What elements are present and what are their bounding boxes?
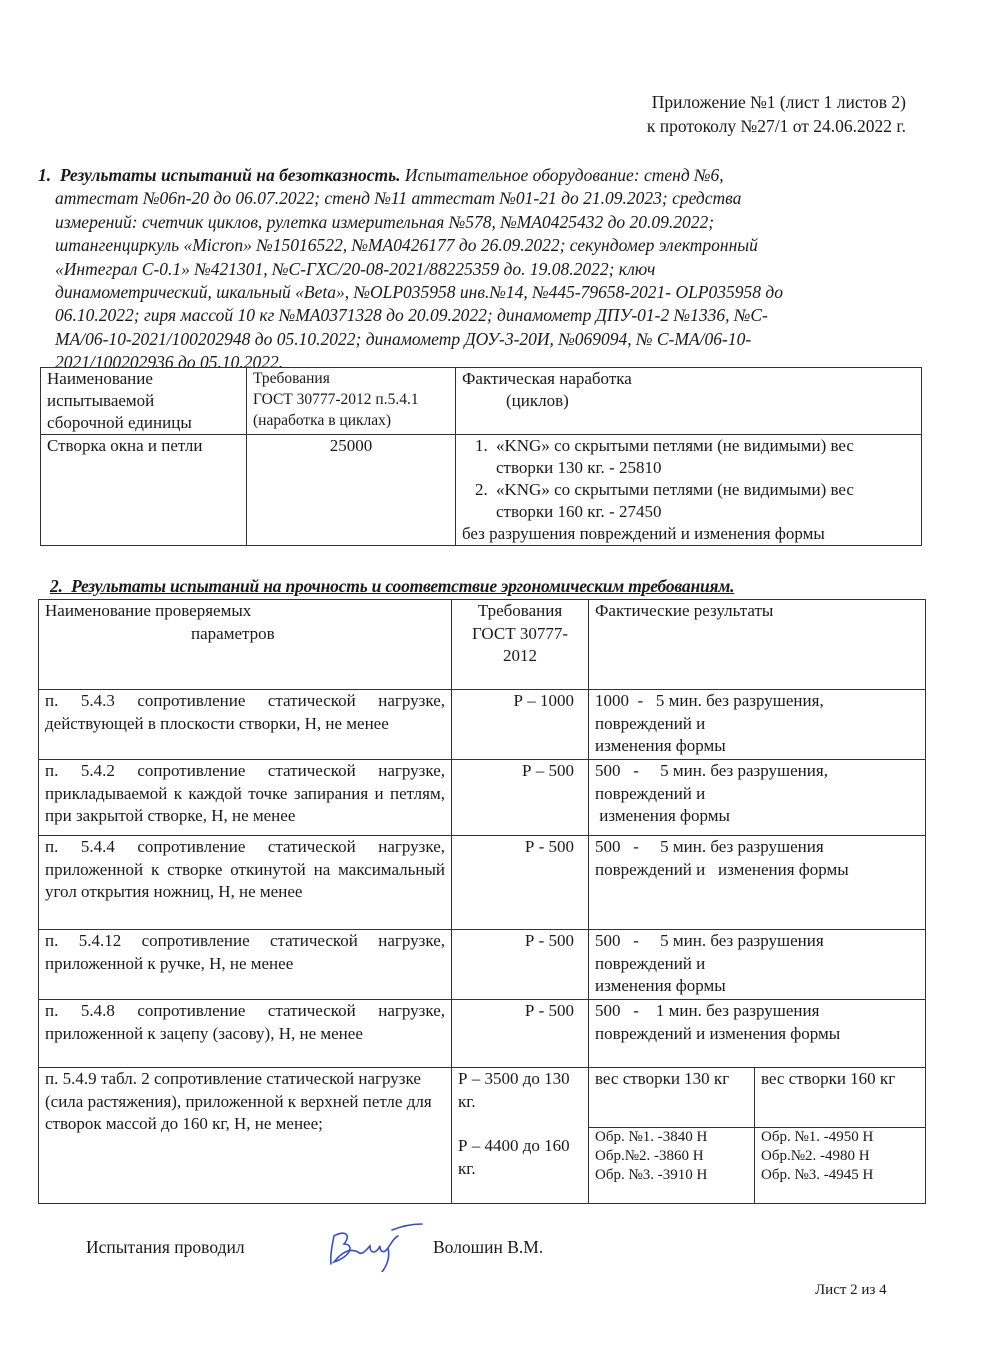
header-requirements: [452, 600, 589, 690]
section-1-intro: [38, 164, 918, 375]
table-row: [39, 836, 926, 930]
cell-parameter: п. 5.4.3 сопротивление статической нагрузке, действующей в плоскости створки, Н, не менее: [39, 690, 452, 760]
section-1-number: 1.: [38, 165, 52, 185]
subheader-weight-160: вес створки 160 кг: [755, 1068, 926, 1128]
document-header: [647, 90, 906, 138]
result-line: 500 - 5 мин. без разрушения,: [595, 761, 828, 780]
table-header-row: [41, 368, 922, 435]
sample-result: Обр. №3. -3910 Н: [595, 1167, 708, 1183]
result-line: 500 - 5 мин. без разрушения: [595, 837, 824, 856]
cell-unit: Створка окна и петли: [41, 435, 247, 546]
tester-name: Волошин В.М.: [433, 1237, 544, 1257]
cell-parameter: п. 5.4.4 сопротивление статической нагрузке, приложенной к створке откинутой на максимальный угол открытия ножниц, Н, не менее: [39, 836, 452, 930]
section-1-line: динамометрический, шкальный «Beta», №OLP035958 инв.№14, №445-79658-2021- OLP035958 до: [55, 282, 783, 303]
cell-result: [589, 690, 926, 760]
result-line: изменения формы: [595, 976, 726, 995]
table-row: [39, 930, 926, 1000]
cell-requirement: Р - 500: [452, 836, 589, 930]
header-requirement: [247, 368, 456, 435]
result-line: 500 - 5 мин. без разрушения: [595, 931, 824, 950]
header-text: Требования: [477, 601, 563, 620]
result-line: изменения формы: [595, 736, 726, 755]
reliability-table: [40, 367, 922, 546]
header-text: Требования: [253, 370, 330, 387]
sample-result: Обр. №1. -4950 Н: [761, 1129, 874, 1145]
cell-result: [589, 836, 926, 930]
header-text: 2012: [503, 646, 537, 665]
signature-icon: [322, 1222, 427, 1277]
result-item: 1. «KNG» со скрытыми петлями (не видимыми) вес створки 130 кг. - 25810: [492, 435, 915, 479]
cell-results: [456, 435, 922, 546]
section-1-line: измерений: счетчик циклов, рулетка измерительная №578, №МА0425432 до 20.09.2022;: [55, 211, 715, 232]
cell-result: [589, 1000, 926, 1068]
header-text: ГОСТ 30777-: [471, 623, 569, 643]
table-row: [39, 760, 926, 836]
header-actual-results: Фактические результаты: [589, 600, 926, 690]
section-1-title: Результаты испытаний на безотказность.: [59, 165, 401, 185]
cell-requirement: Р - 500: [452, 1000, 589, 1068]
result-note: без разрушения повреждений и изменения формы: [462, 524, 825, 543]
strength-table: [38, 599, 926, 1204]
protocol-line: к протоколу №27/1 от 24.06.2022 г.: [646, 116, 906, 136]
cell-requirement: Р – 1000: [452, 690, 589, 760]
sample-result: Обр.№2. -4980 Н: [761, 1148, 870, 1164]
table-row: [39, 1000, 926, 1068]
header-text: Наименование проверяемых: [45, 601, 252, 620]
header-text: Фактическая наработка: [462, 369, 632, 388]
result-line: повреждений и: [595, 783, 706, 803]
header-actual-cycles: [456, 368, 922, 435]
header-text: (наработка в циклах): [253, 412, 392, 429]
tester-label: Испытания проводил: [86, 1237, 245, 1257]
page-number: Лист 2 из 4: [815, 1282, 887, 1298]
cell-parameter: п. 5.4.2 сопротивление статической нагрузке, прикладываемой к каждой точке запирания и петлям, при закрытой створке, Н, не менее: [39, 760, 452, 836]
section-1-line: аттестат №06п-20 до 06.07.2022; стенд №11 аттестат №01-21 до 21.09.2023; средства: [55, 188, 742, 209]
result-line: 1000 - 5 мин. без разрушения,: [595, 691, 824, 710]
result-line: 500 - 1 мин. без разрушения: [595, 1001, 820, 1020]
cell-result: [589, 930, 926, 1000]
section-2-title: Результаты испытаний на прочность и соответствие эргономическим требованиям.: [71, 576, 735, 596]
header-text: параметров: [191, 623, 275, 643]
section-2-heading: [50, 576, 734, 597]
cell-requirement: [452, 1068, 589, 1204]
table-row: [41, 435, 922, 546]
requirement-130: Р – 3500 до 130 кг.: [458, 1069, 570, 1111]
cell-requirement: 25000: [247, 435, 456, 546]
section-1-line: штангенциркуль «Micron» №15016522, №МА0426177 до 26.09.2022; секундомер электронный: [55, 235, 758, 256]
sample-result: Обр. №1. -3840 Н: [595, 1129, 708, 1145]
sample-result: Обр. №3. -4945 Н: [761, 1167, 874, 1183]
result-line: повреждений и изменения формы: [595, 859, 849, 879]
requirement-160: Р – 4400 до 160 кг.: [458, 1136, 570, 1178]
cell-parameter: п. 5.4.9 табл. 2 сопротивление статической нагрузке (сила растяжения), приложенной к верхней петле для створок массой до 160 кг, Н, не менее;: [39, 1068, 452, 1204]
cell-requirement: Р – 500: [452, 760, 589, 836]
cell-samples-130: [589, 1128, 755, 1204]
sample-result: Обр.№2. -3860 Н: [595, 1148, 704, 1164]
table-header-row: [39, 600, 926, 690]
cell-samples-160: [755, 1128, 926, 1204]
result-line: изменения формы: [595, 806, 730, 825]
table-row: [39, 690, 926, 760]
header-text: испытываемой: [47, 391, 155, 410]
result-line: повреждений и: [595, 713, 706, 733]
cell-parameter: п. 5.4.8 сопротивление статической нагрузке, приложенной к зацепу (засову), Н, не менее: [39, 1000, 452, 1068]
header-text: (циклов): [506, 391, 569, 410]
section-1-line: МА/06-10-2021/100202948 до 05.10.2022; динамометр ДОУ-3-20И, №069094, № С-МА/06-10-: [55, 328, 752, 349]
header-text: ГОСТ 30777-2012 п.5.4.1: [253, 391, 419, 408]
section-2-number: 2.: [50, 576, 63, 596]
header-text: сборочной единицы: [47, 413, 192, 432]
header-text: Наименование: [47, 369, 153, 388]
appendix-line: Приложение №1 (лист 1 листов 2): [651, 92, 906, 112]
section-1-line: 06.10.2022; гиря массой 10 кг №МА0371328 до 20.09.2022; динамометр ДПУ-01-2 №1336, №С-: [55, 305, 768, 326]
cell-requirement: Р - 500: [452, 930, 589, 1000]
section-1-line: 2021/100202936 до 05.10.2022.: [55, 352, 284, 373]
table-row-tensile: [39, 1068, 926, 1128]
header-parameters: [39, 600, 452, 690]
subheader-weight-130: вес створки 130 кг: [589, 1068, 755, 1128]
result-line: повреждений и: [595, 953, 706, 973]
result-line: повреждений и изменения формы: [595, 1023, 841, 1043]
cell-parameter: п. 5.4.12 сопротивление статической нагрузке, приложенной к ручке, Н, не менее: [39, 930, 452, 1000]
section-1-line: «Интеграл С-0.1» №421301, №С-ГХС/20-08-2021/88225359 до. 19.08.2022; ключ: [55, 258, 656, 279]
cell-result: [589, 760, 926, 836]
section-1-line: Испытательное оборудование: стенд №6,: [404, 165, 724, 185]
header-unit-name: [41, 368, 247, 435]
result-item: 2. «KNG» со скрытыми петлями (не видимыми) вес створки 160 кг. - 27450: [492, 479, 915, 523]
